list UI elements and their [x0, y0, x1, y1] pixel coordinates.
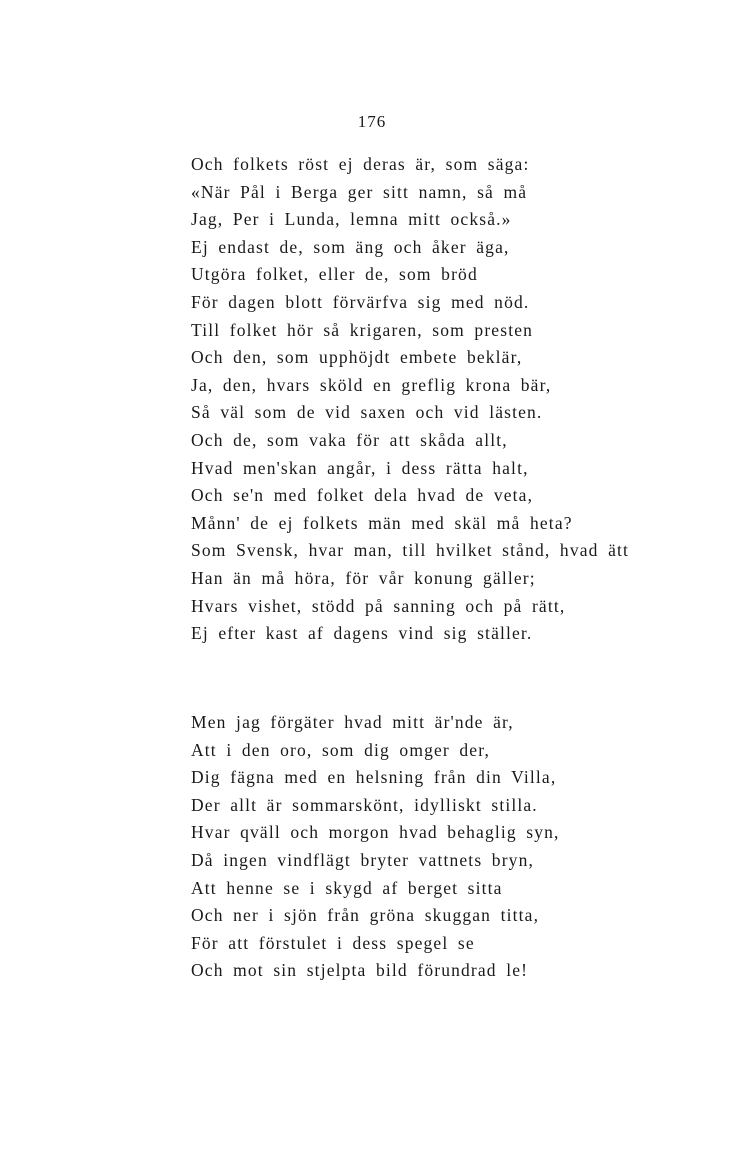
poem-line: Ej efter kast af dagens vind sig ställer. — [191, 623, 533, 644]
poem-line: Hvar qväll och morgon hvad behaglig syn, — [191, 822, 560, 843]
poem-line: Hvars vishet, stödd på sanning och på rätt, — [191, 595, 566, 616]
poem-line: Ja, den, hvars sköld en greflig krona bär, — [191, 374, 552, 395]
poem-line: Och folkets röst ej deras är, som säga: — [191, 154, 530, 174]
poem-line: Så väl som de vid saxen och vid lästen. — [191, 402, 543, 423]
poem-line: Då ingen vindflägt bryter vattnets bryn, — [191, 849, 535, 870]
poem-line: Hvad men'skan angår, i dess rätta halt, — [191, 457, 529, 478]
poem-line: Och den, som upphöjdt embete beklär, — [191, 347, 523, 368]
poem-line: Och se'n med folket dela hvad de veta, — [191, 485, 534, 506]
poem-line: För dagen blott förvärfva sig med nöd. — [191, 291, 530, 312]
poem-line: Att henne se i skygd af berget sitta — [191, 877, 503, 898]
poem-line: Jag, Per i Lunda, lemna mitt också.» — [191, 209, 512, 230]
poem-line: För att förstulet i dess spegel se — [191, 932, 475, 953]
poem-line: Och mot sin stjelpta bild förundrad le! — [191, 960, 529, 981]
poem-line: Men jag förgäter hvad mitt är'nde är, — [191, 712, 514, 732]
poem-line: Ej endast de, som äng och åker äga, — [191, 236, 510, 257]
poem-line: Han än må höra, för vår konung gäller; — [191, 567, 536, 588]
poem-line: Utgöra folket, eller de, som bröd — [191, 264, 478, 285]
poem-line: Till folket hör så krigaren, som presten — [191, 319, 534, 340]
page-number: 176 — [357, 112, 387, 131]
poem-line: Och ner i sjön från gröna skuggan titta, — [191, 905, 540, 926]
poem-line: Att i den oro, som dig omger der, — [191, 739, 491, 760]
stanza-2 — [191, 709, 560, 985]
poem-line: Dig fägna med en helsning från din Villa, — [191, 767, 557, 788]
poem-line: Månn' de ej folkets män med skäl må heta? — [191, 512, 573, 533]
poem-line: Der allt är sommarskönt, idylliskt stilla. — [191, 794, 538, 815]
poem-line: Och de, som vaka för att skåda allt, — [191, 429, 508, 450]
stanza-1 — [191, 151, 629, 648]
poem-line: Som Svensk, hvar man, till hvilket stånd, hvad ätt — [191, 540, 630, 561]
poem-line: «När Pål i Berga ger sitt namn, så må — [191, 181, 528, 202]
